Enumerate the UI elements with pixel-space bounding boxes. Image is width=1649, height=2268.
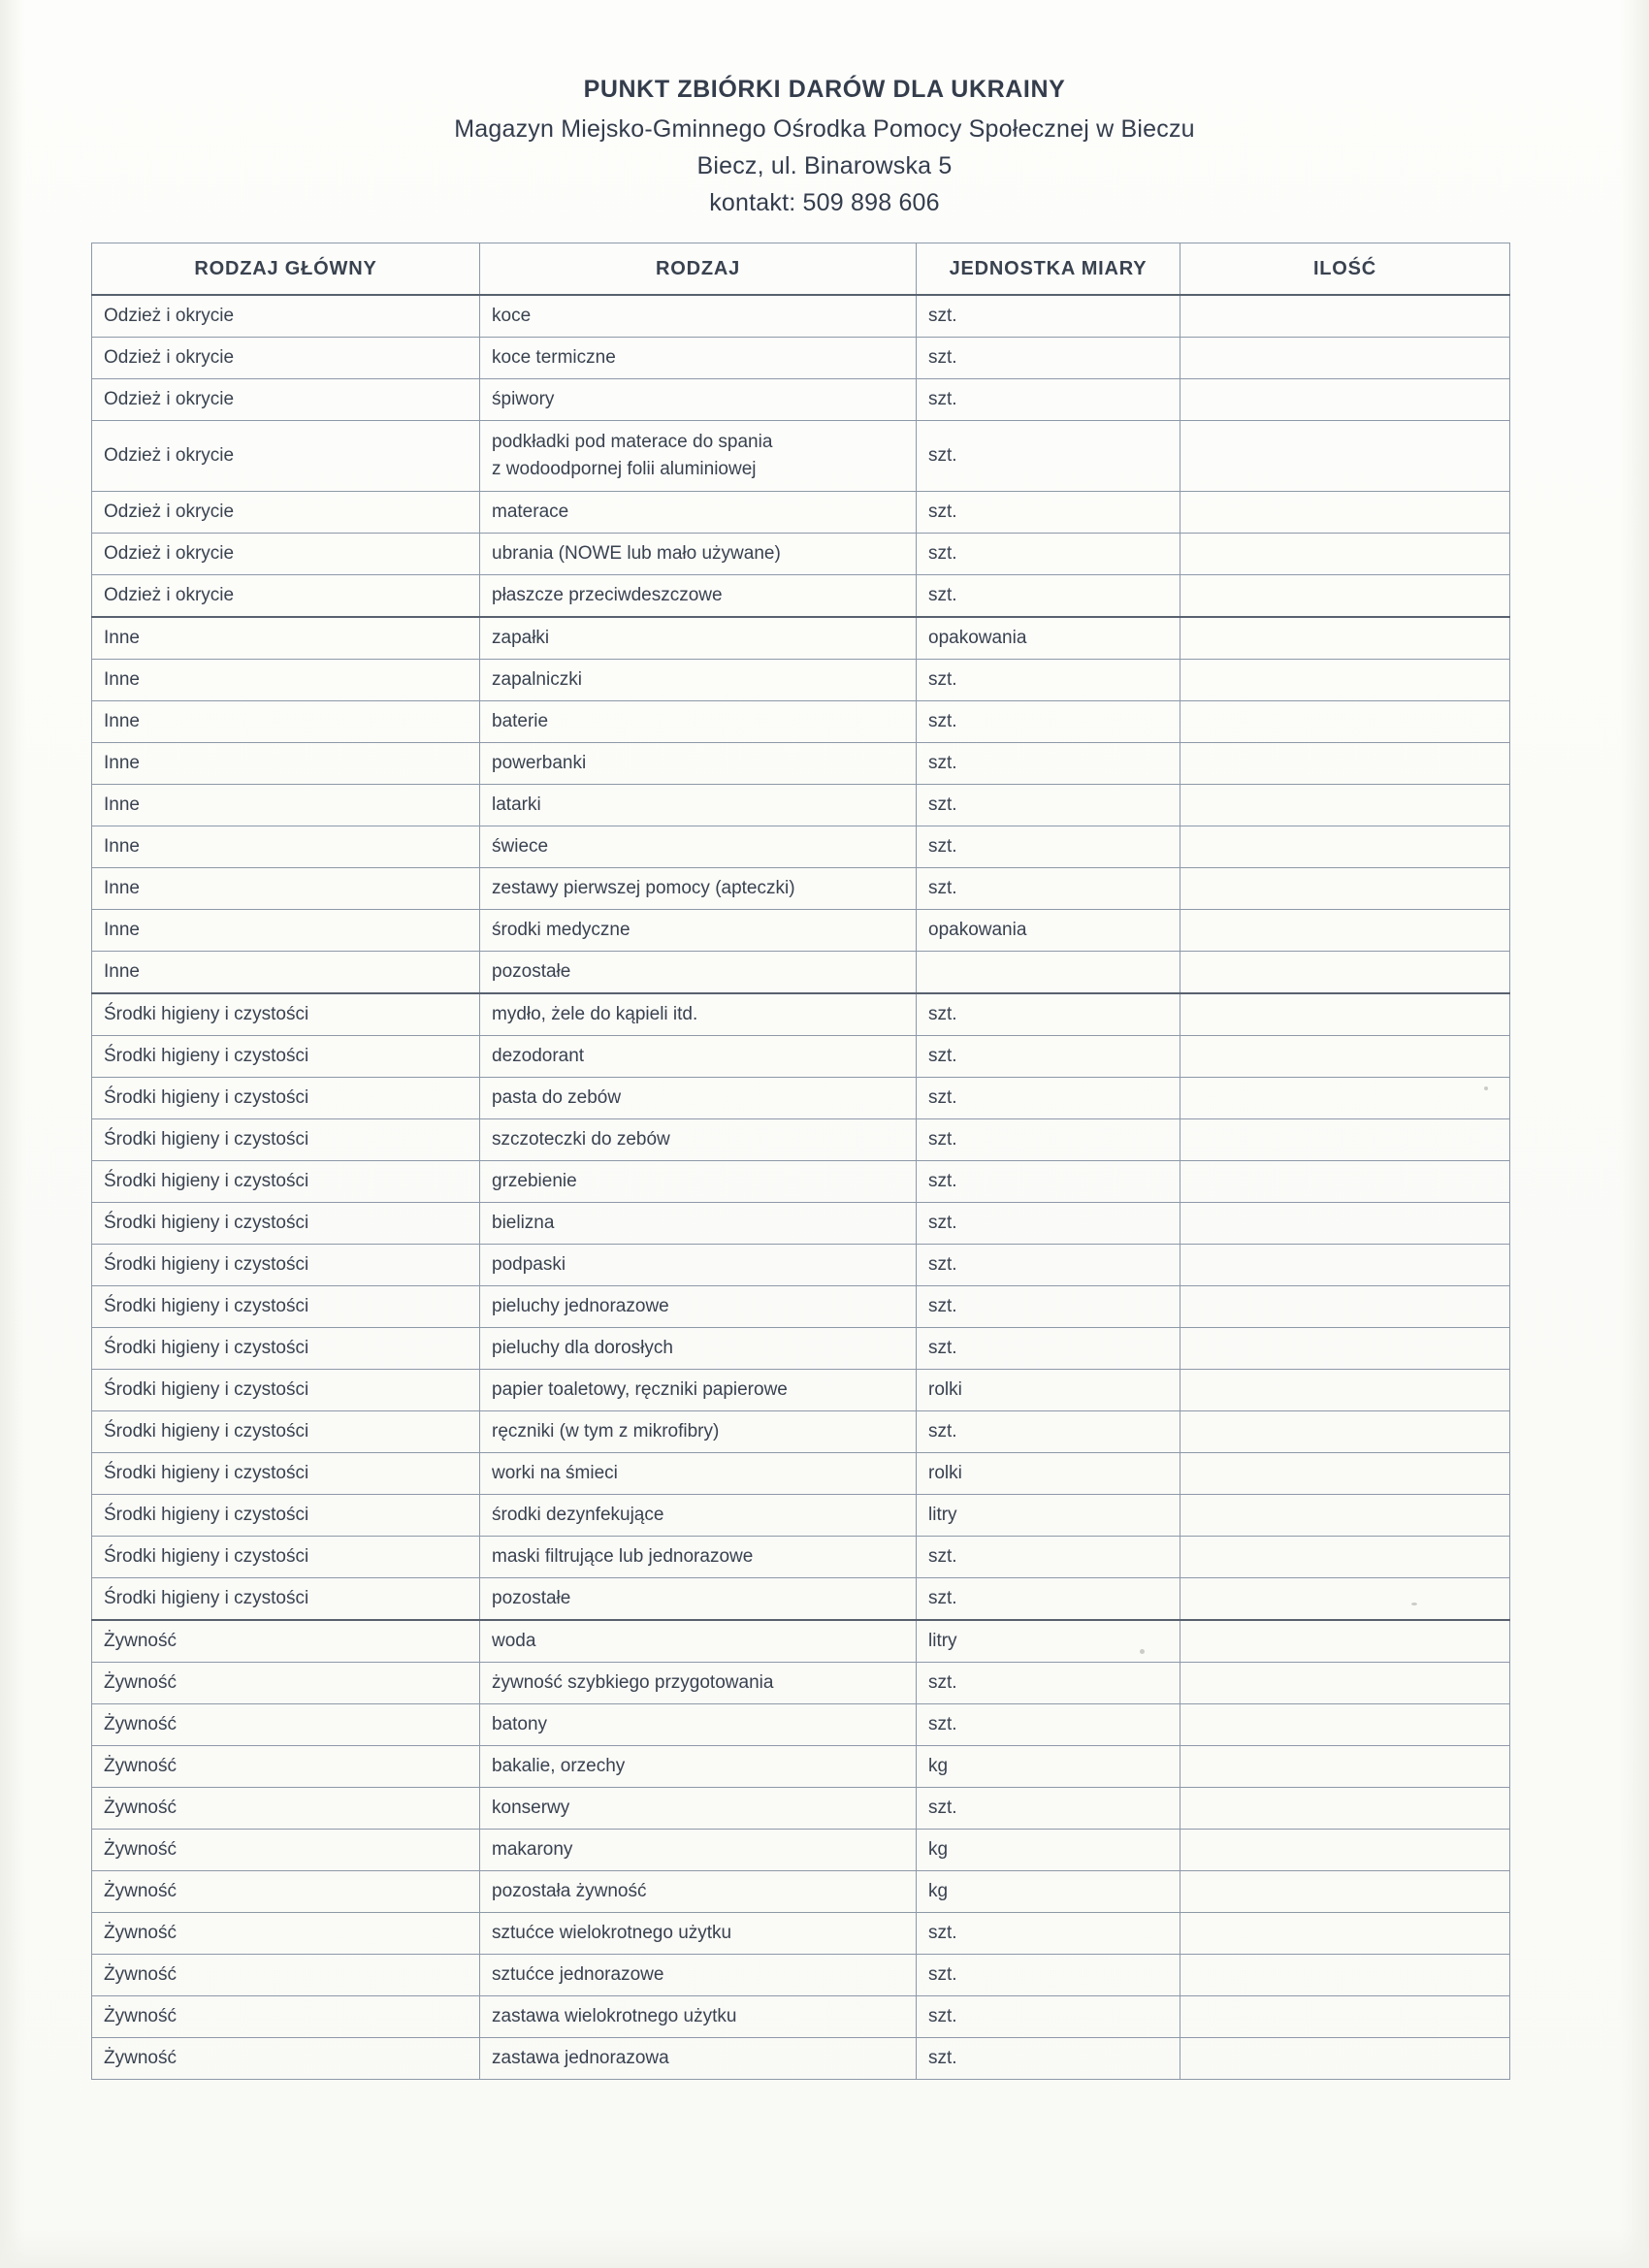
cell-quantity[interactable] <box>1180 492 1510 534</box>
header-subtitle-contact: kontakt: 509 898 606 <box>709 189 940 216</box>
cell-unit: szt. <box>917 421 1180 492</box>
cell-unit: opakowania <box>917 910 1180 952</box>
cell-quantity[interactable] <box>1180 868 1510 910</box>
cell-type: płaszcze przeciwdeszczowe <box>480 575 917 618</box>
cell-type: zastawa jednorazowa <box>480 2038 917 2080</box>
cell-quantity[interactable] <box>1180 993 1510 1036</box>
cell-quantity[interactable] <box>1180 421 1510 492</box>
cell-type <box>480 421 917 492</box>
cell-unit: szt. <box>917 1578 1180 1621</box>
cell-type: woda <box>480 1620 917 1663</box>
cell-type: żywność szybkiego przygotowania <box>480 1663 917 1704</box>
cell-unit: szt. <box>917 1788 1180 1830</box>
cell-unit: szt. <box>917 1955 1180 1996</box>
table-row <box>92 701 1510 743</box>
cell-unit: szt. <box>917 660 1180 701</box>
cell-unit: litry <box>917 1620 1180 1663</box>
cell-type: mydło, żele do kąpieli itd. <box>480 993 917 1036</box>
cell-main-type: Środki higieny i czystości <box>92 1203 480 1245</box>
table-row <box>92 534 1510 575</box>
table-row <box>92 575 1510 618</box>
cell-quantity[interactable] <box>1180 1788 1510 1830</box>
table-row <box>92 1245 1510 1286</box>
cell-unit: szt. <box>917 1203 1180 1245</box>
cell-unit: szt. <box>917 1913 1180 1955</box>
table-row <box>92 1746 1510 1788</box>
cell-type: materace <box>480 492 917 534</box>
cell-unit: szt. <box>917 295 1180 338</box>
cell-unit: szt. <box>917 993 1180 1036</box>
cell-unit: litry <box>917 1495 1180 1537</box>
cell-unit: szt. <box>917 868 1180 910</box>
table-row <box>92 1328 1510 1370</box>
cell-unit: kg <box>917 1746 1180 1788</box>
cell-unit: szt. <box>917 338 1180 379</box>
cell-unit: rolki <box>917 1453 1180 1495</box>
table-row <box>92 1620 1510 1663</box>
cell-main-type: Odzież i okrycie <box>92 421 480 492</box>
table-row <box>92 1161 1510 1203</box>
cell-type: pieluchy dla dorosłych <box>480 1328 917 1370</box>
cell-quantity[interactable] <box>1180 617 1510 660</box>
cell-type: środki medyczne <box>480 910 917 952</box>
page-title: PUNKT ZBIÓRKI DARÓW DLA UKRAINY <box>583 76 1066 103</box>
cell-quantity[interactable] <box>1180 1119 1510 1161</box>
cell-main-type: Inne <box>92 743 480 785</box>
page-edge-shadow-right <box>1620 0 1649 2268</box>
table-row <box>92 1453 1510 1495</box>
table-row <box>92 1078 1510 1119</box>
cell-quantity[interactable] <box>1180 1663 1510 1704</box>
table-row <box>92 1830 1510 1871</box>
cell-main-type: Inne <box>92 660 480 701</box>
table-row <box>92 1286 1510 1328</box>
document-header <box>0 76 1649 217</box>
cell-main-type: Żywność <box>92 1913 480 1955</box>
cell-unit: kg <box>917 1830 1180 1871</box>
table-row <box>92 910 1510 952</box>
cell-unit: szt. <box>917 575 1180 618</box>
cell-quantity[interactable] <box>1180 1453 1510 1495</box>
cell-type: zastawa wielokrotnego użytku <box>480 1996 917 2038</box>
cell-type: ubrania (NOWE lub mało używane) <box>480 534 917 575</box>
table-row <box>92 660 1510 701</box>
cell-type: makarony <box>480 1830 917 1871</box>
cell-main-type: Inne <box>92 910 480 952</box>
table-row <box>92 617 1510 660</box>
page-edge-shadow-left <box>0 0 25 2268</box>
table-row <box>92 1537 1510 1578</box>
cell-unit: szt. <box>917 1996 1180 2038</box>
cell-type: świece <box>480 826 917 868</box>
cell-main-type: Środki higieny i czystości <box>92 1411 480 1453</box>
cell-quantity[interactable] <box>1180 338 1510 379</box>
cell-quantity[interactable] <box>1180 1704 1510 1746</box>
cell-main-type: Żywność <box>92 1955 480 1996</box>
cell-type: sztućce wielokrotnego użytku <box>480 1913 917 1955</box>
table-row <box>92 1203 1510 1245</box>
cell-main-type: Żywność <box>92 1996 480 2038</box>
table-row <box>92 421 1510 492</box>
table-row <box>92 379 1510 421</box>
cell-type: zapalniczki <box>480 660 917 701</box>
cell-type: maski filtrujące lub jednorazowe <box>480 1537 917 1578</box>
cell-type: latarki <box>480 785 917 826</box>
cell-unit: szt. <box>917 1411 1180 1453</box>
cell-main-type: Odzież i okrycie <box>92 575 480 618</box>
cell-main-type: Środki higieny i czystości <box>92 1495 480 1537</box>
cell-quantity[interactable] <box>1180 575 1510 618</box>
cell-type: szczoteczki do zebów <box>480 1119 917 1161</box>
cell-main-type: Odzież i okrycie <box>92 295 480 338</box>
cell-type: papier toaletowy, ręczniki papierowe <box>480 1370 917 1411</box>
cell-quantity[interactable] <box>1180 1036 1510 1078</box>
table-row <box>92 1913 1510 1955</box>
header-subtitle-organization: Magazyn Miejsko-Gminnego Ośrodka Pomocy Społecznej w Bieczu <box>454 115 1195 143</box>
cell-unit <box>917 952 1180 994</box>
cell-main-type: Środki higieny i czystości <box>92 1578 480 1621</box>
cell-main-type: Inne <box>92 826 480 868</box>
cell-main-type: Żywność <box>92 2038 480 2080</box>
cell-quantity[interactable] <box>1180 1370 1510 1411</box>
cell-main-type: Środki higieny i czystości <box>92 1453 480 1495</box>
cell-type: pozostałe <box>480 952 917 994</box>
cell-type: zestawy pierwszej pomocy (apteczki) <box>480 868 917 910</box>
cell-quantity[interactable] <box>1180 826 1510 868</box>
column-header-unit: JEDNOSTKA MIARY <box>917 243 1180 296</box>
cell-quantity[interactable] <box>1180 1537 1510 1578</box>
table-body <box>92 295 1510 2080</box>
table-row <box>92 1663 1510 1704</box>
cell-type: pieluchy jednorazowe <box>480 1286 917 1328</box>
cell-quantity[interactable] <box>1180 1411 1510 1453</box>
table-row <box>92 993 1510 1036</box>
cell-quantity[interactable] <box>1180 1286 1510 1328</box>
cell-type-line-1: podkładki pod materace do spania <box>492 432 773 453</box>
cell-main-type: Żywność <box>92 1871 480 1913</box>
cell-type: koce termiczne <box>480 338 917 379</box>
cell-main-type: Inne <box>92 952 480 994</box>
header-subtitle-address: Biecz, ul. Binarowska 5 <box>696 152 953 179</box>
cell-main-type: Środki higieny i czystości <box>92 1036 480 1078</box>
cell-unit: opakowania <box>917 617 1180 660</box>
cell-main-type: Inne <box>92 868 480 910</box>
table-row <box>92 1704 1510 1746</box>
cell-quantity[interactable] <box>1180 952 1510 994</box>
cell-quantity[interactable] <box>1180 1578 1510 1621</box>
cell-quantity[interactable] <box>1180 1495 1510 1537</box>
cell-unit: kg <box>917 1871 1180 1913</box>
cell-quantity[interactable] <box>1180 785 1510 826</box>
column-header-type: RODZAJ <box>480 243 917 296</box>
table-header-row <box>92 243 1510 296</box>
column-header-quantity: ILOŚĆ <box>1180 243 1510 296</box>
cell-main-type: Odzież i okrycie <box>92 379 480 421</box>
cell-quantity[interactable] <box>1180 1913 1510 1955</box>
cell-unit: szt. <box>917 743 1180 785</box>
table-row <box>92 1370 1510 1411</box>
cell-type: środki dezynfekujące <box>480 1495 917 1537</box>
table-row <box>92 785 1510 826</box>
cell-type: zapałki <box>480 617 917 660</box>
cell-type: grzebienie <box>480 1161 917 1203</box>
cell-unit: szt. <box>917 1245 1180 1286</box>
table-row <box>92 338 1510 379</box>
cell-quantity[interactable] <box>1180 1996 1510 2038</box>
cell-main-type: Środki higieny i czystości <box>92 1078 480 1119</box>
cell-quantity[interactable] <box>1180 379 1510 421</box>
cell-quantity[interactable] <box>1180 2038 1510 2080</box>
cell-quantity[interactable] <box>1180 1078 1510 1119</box>
cell-main-type: Inne <box>92 785 480 826</box>
cell-quantity[interactable] <box>1180 701 1510 743</box>
cell-type: bakalie, orzechy <box>480 1746 917 1788</box>
cell-quantity[interactable] <box>1180 1245 1510 1286</box>
cell-unit: szt. <box>917 785 1180 826</box>
cell-main-type: Żywność <box>92 1746 480 1788</box>
cell-quantity[interactable] <box>1180 743 1510 785</box>
cell-type: ręczniki (w tym z mikrofibry) <box>480 1411 917 1453</box>
table-row <box>92 2038 1510 2080</box>
cell-main-type: Środki higieny i czystości <box>92 1537 480 1578</box>
cell-quantity[interactable] <box>1180 1620 1510 1663</box>
page-edge-shadow-bottom <box>0 2229 1649 2268</box>
cell-main-type: Żywność <box>92 1830 480 1871</box>
cell-unit: szt. <box>917 1119 1180 1161</box>
cell-type: pozostałe <box>480 1578 917 1621</box>
cell-main-type: Środki higieny i czystości <box>92 1245 480 1286</box>
cell-quantity[interactable] <box>1180 1830 1510 1871</box>
cell-type: bielizna <box>480 1203 917 1245</box>
table-row <box>92 868 1510 910</box>
cell-unit: szt. <box>917 1161 1180 1203</box>
table-row <box>92 1495 1510 1537</box>
cell-type: sztućce jednorazowe <box>480 1955 917 1996</box>
cell-quantity[interactable] <box>1180 910 1510 952</box>
cell-main-type: Środki higieny i czystości <box>92 1286 480 1328</box>
cell-unit: szt. <box>917 1537 1180 1578</box>
cell-quantity[interactable] <box>1180 1203 1510 1245</box>
table-row <box>92 743 1510 785</box>
cell-main-type: Środki higieny i czystości <box>92 1370 480 1411</box>
cell-unit: szt. <box>917 492 1180 534</box>
cell-main-type: Odzież i okrycie <box>92 534 480 575</box>
cell-main-type: Żywność <box>92 1663 480 1704</box>
column-header-main-type: RODZAJ GŁÓWNY <box>92 243 480 296</box>
table-row <box>92 1578 1510 1621</box>
cell-type: pozostała żywność <box>480 1871 917 1913</box>
cell-quantity[interactable] <box>1180 1871 1510 1913</box>
cell-main-type: Środki higieny i czystości <box>92 1328 480 1370</box>
cell-unit: szt. <box>917 534 1180 575</box>
cell-type: powerbanki <box>480 743 917 785</box>
cell-type: śpiwory <box>480 379 917 421</box>
cell-unit: szt. <box>917 1286 1180 1328</box>
table-header <box>92 243 1510 296</box>
cell-main-type: Odzież i okrycie <box>92 492 480 534</box>
cell-type: dezodorant <box>480 1036 917 1078</box>
cell-unit: szt. <box>917 1036 1180 1078</box>
cell-main-type: Inne <box>92 617 480 660</box>
cell-unit: szt. <box>917 826 1180 868</box>
cell-main-type: Żywność <box>92 1704 480 1746</box>
table-row <box>92 1871 1510 1913</box>
table-row <box>92 1036 1510 1078</box>
cell-quantity[interactable] <box>1180 295 1510 338</box>
table-row <box>92 492 1510 534</box>
cell-type: pasta do zebów <box>480 1078 917 1119</box>
cell-quantity[interactable] <box>1180 1328 1510 1370</box>
cell-quantity[interactable] <box>1180 534 1510 575</box>
inventory-table-wrapper <box>91 243 1509 2080</box>
cell-unit: rolki <box>917 1370 1180 1411</box>
cell-main-type: Środki higieny i czystości <box>92 1161 480 1203</box>
cell-main-type: Odzież i okrycie <box>92 338 480 379</box>
table-row <box>92 1788 1510 1830</box>
cell-unit: szt. <box>917 1704 1180 1746</box>
cell-main-type: Żywność <box>92 1788 480 1830</box>
cell-type: batony <box>480 1704 917 1746</box>
cell-type: worki na śmieci <box>480 1453 917 1495</box>
table-row <box>92 1411 1510 1453</box>
cell-type: koce <box>480 295 917 338</box>
cell-type: podpaski <box>480 1245 917 1286</box>
cell-main-type: Żywność <box>92 1620 480 1663</box>
cell-type: baterie <box>480 701 917 743</box>
cell-unit: szt. <box>917 1663 1180 1704</box>
cell-quantity[interactable] <box>1180 1161 1510 1203</box>
table-row <box>92 1955 1510 1996</box>
cell-main-type: Środki higieny i czystości <box>92 1119 480 1161</box>
cell-quantity[interactable] <box>1180 660 1510 701</box>
cell-unit: szt. <box>917 379 1180 421</box>
table-row <box>92 1996 1510 2038</box>
cell-main-type: Środki higieny i czystości <box>92 993 480 1036</box>
cell-main-type: Inne <box>92 701 480 743</box>
inventory-table <box>91 243 1510 2080</box>
cell-type: konserwy <box>480 1788 917 1830</box>
table-row <box>92 295 1510 338</box>
cell-unit: szt. <box>917 701 1180 743</box>
cell-unit: szt. <box>917 1328 1180 1370</box>
cell-quantity[interactable] <box>1180 1746 1510 1788</box>
cell-unit: szt. <box>917 2038 1180 2080</box>
cell-type-line-2: z wodoodpornej folii aluminiowej <box>492 459 757 479</box>
cell-quantity[interactable] <box>1180 1955 1510 1996</box>
table-row <box>92 952 1510 994</box>
cell-unit: szt. <box>917 1078 1180 1119</box>
table-row <box>92 1119 1510 1161</box>
table-row <box>92 826 1510 868</box>
